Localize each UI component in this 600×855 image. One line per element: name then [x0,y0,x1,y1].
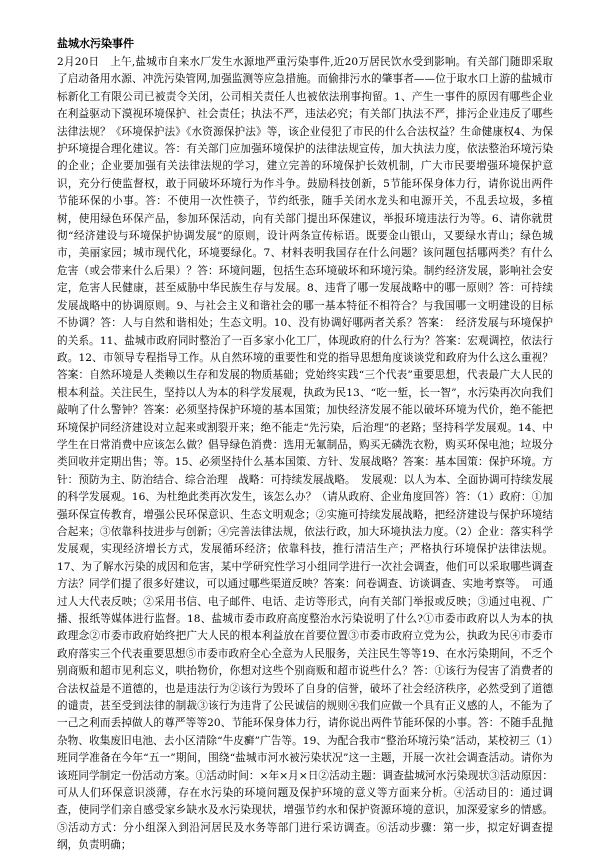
document-page [57,36,553,855]
document-body: 2月20日 上午,盐城市自来水厂发生水源地严重污染事件,近20万居民饮水受到影响。有关部门随即采取了启动备用水源、冲洗污染管网,加强监测等应急措施。而偷排污水的肇事者——位于取水口上游的盐城市标新化工有限公司已被责令关闭，公司相关责任人也被依法刑事拘留。1、产生一事件的原因有哪些企业在利益驱动下漠视环境保护、社会责任；执法不严，违法必究；有关部门执法不严，排污企业违反了哪些法律法规？《环境保护法》《水资源保护法》等，该企业侵犯了市民的什么合法权益？生命健康权4、为保护环境提合理化建议。答：有关部门应加强环境保护的法律法规宣传，加大执法力度，依法整治环境污染的企业；企业要加强有关法律法规的学习，建立完善的环境保护长效机制，广大市民要增强环境保护意识，充分行使监督权，敢于同破坏环境行为作斗争。鼓励科技创新，5节能环保身体力行，请你说出两件节能环保的小事。答：不使用一次性筷子，节约纸张，随手关闭水龙头和电源开关，不乱丢垃圾，多植树，使用绿色环保产品，参加环保活动，向有关部门提出环保建议，举报环境违法行为等。6、请你就贯彻“经济建设与环境保护协调发展”的原则，设计两条宣传标语。既要金山银山，又要绿水青山；绿色城市，美丽家园；城市现代化，环境要绿化。7、材料表明我国存在什么问题？该问题包括哪两类？有什么危害（或会带来什么后果）？答：环境问题，包括生态环境破坏和环境污染。制约经济发展，影响社会安定，危害人民健康，甚至威胁中华民族生存与发展。8、违背了哪一发展战略中的哪一原则？答：可持续发展战略中的协调原则。9、与社会主义和谐社会的哪一基本特征不相符合？与我国哪一文明建设的目标不协调？答：人与自然和谐相处；生态文明。10、没有协调好哪两者关系？答案： 经济发展与环境保护的关系。11、盐城市政府同时整治了一百多家小化工厂，体现政府的什么行为？答案：宏观调控，依法行政。12、市领导专程指导工作。从自然环境的重要性和党的指导思想角度谈谈党和政府为什么这么重视？答案：自然环境是人类赖以生存和发展的物质基础；党始终实践“三个代表”重要思想，代表最广大人民的根本利益。关注民生，坚持以人为本的科学发展观，执政为民13、“吃一堑，长一智”，水污染再次向我们敲响了什么警钟？答案：必须坚持保护环境的基本国策；加快经济发展不能以破坏环境为代价，绝不能把环境保护同经济建设对立起来或割裂开来；绝不能走“先污染，后治理”的老路；坚持科学发展观。14、中学生在日常消费中应该怎么做？倡导绿色消费：选用无氟制品，购买无磷洗衣粉，购买环保电池；垃圾分类回收并定期出售；等。15、必须坚持什么基本国策、方针、发展战略？答案：基本国策：保护环境。方针：预防为主、防治结合、综合治理 战略：可持续发展战略。 发展观：以人为本、全面协调可持续发展的科学发展观。16、为杜绝此类再次发生，该怎么办？（请从政府、企业角度回答）答：（1）政府：①加强环保宣传教育，增强公民环保意识、生态文明观念；②实施可持续发展战略，把经济建设与保护环境结合起来；③依靠科技进步与创新；④完善法律法规，依法行政，加大环境执法力度。（2）企业：落实科学发展观，实现经济增长方式，发展循环经济；依靠科技，推行清洁生产；严格执行环境保护法律法规。17、为了解水污染的成因和危害，某中学研究性学习小组同学进行一次社会调查，他们可以采取哪些调查方法？同学们提了很多好建议，可以通过哪些渠道反映？答案：问卷调查、访谈调查、实地考察等。 可通过人大代表反映；②采用书信、电子邮件、电话、走访等形式，向有关部门举报或反映；③通过电视、广播、报纸等媒体进行监督。18、盐城市委市政府高度整治水污染说明了什么?①市委市政府以人为本的执政理念②市委市政府始终把广大人民的根本利益放在首要位置③市委市政府立党为公，执政为民④市委市政府落实三个代表重要思想⑤市委市政府全心全意为人民服务，关注民生等等19、在水污染期间，不乏个别商贩和超市见利忘义，哄抬物价，你想对这些个别商贩和超市说些什么？答：①该行为侵害了消费者的合法权益是不道德的，也是违法行为②该行为毁坏了自身的信誉，破坏了社会经济秩序，必然受到了道德的谴责，甚至受到法律的制裁③该行为违背了公民诚信的规则④我们应做一个具有正义感的人，不能为了一己之利而丢掉做人的尊严等等20、节能环保身体力行，请你说出两件节能环保的小事。答：不随手乱抛杂物、收集废旧电池、去小区清除“牛皮癣”广告等。19、为配合我市“整治环境污染”活动，某校初三（1）班同学准备在今年“五一”期间，围绕“盐城市河水被污染状况”这一主题，开展一次社会调查活动。请你为该班同学制定一份活动方案。①活动时间：×年×月×日②活动主题：调查盐城河水污染现状③活动原因：可从人们环保意识淡薄，存在水污染的环境问题及保护环境的意义等方面来分析。④活动目的：通过调查，使同学们亲自感受家乡缺水及水污染现状，增强节约水和保护资源环境的意识，加深爱家乡的情感。⑤活动方式：分小组深入到沿河居民及水务等部门进行采访调查。⑥活动步骤：第一步，拟定好调查提纲，负责明确； [57,56,553,852]
document-title: 盐城水污染事件 [57,37,134,50]
